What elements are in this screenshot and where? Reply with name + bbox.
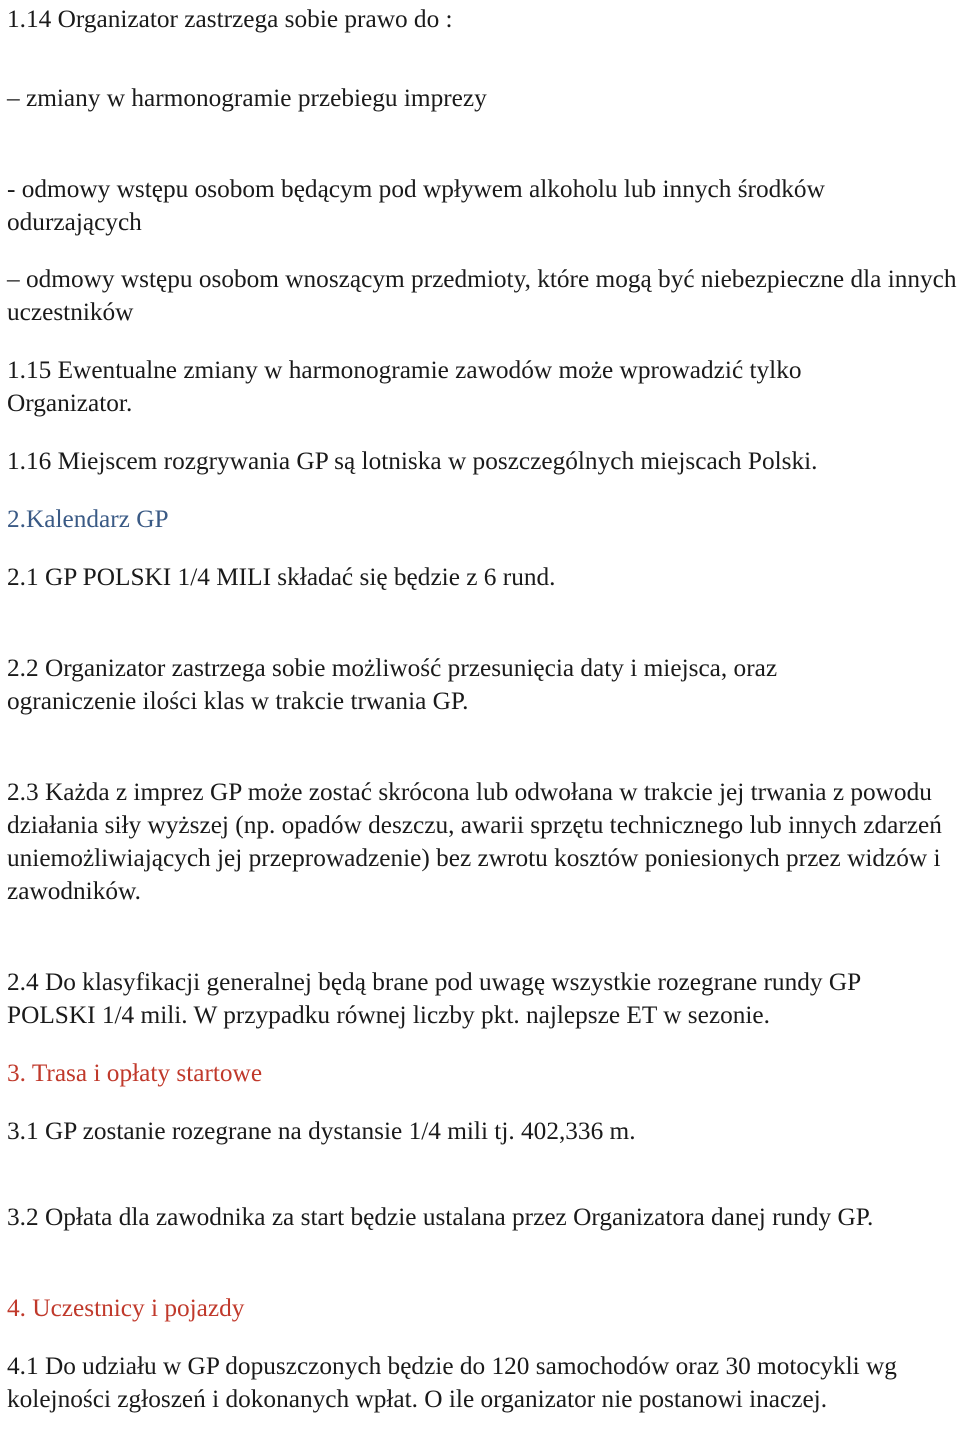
paragraph-1-14: 1.14 Organizator zastrzega sobie prawo do : [7,5,453,33]
paragraph-3-2: 3.2 Opłata dla zawodnika za start będzie ustalana przez Organizatora danej rundy GP. [7,1203,874,1231]
list-item-schedule-changes: – zmiany w harmonogramie przebiegu imprezy [7,84,487,112]
paragraph-2-3: 2.3 Każda z imprez GP może zostać skrócona lub odwołana w trakcie jej trwania z powodu działania siły wyższej (np. opadów deszczu, awarii sprzętu technicznego lub innych zdarzeń uniemożliwiających jej przeprowadzenie) bez zwrotu kosztów poniesionych przez widzów i zawodników. [7,778,942,905]
paragraph-3-1: 3.1 GP zostanie rozegrane na dystansie 1/4 mili tj. 402,336 m. [7,1117,636,1145]
paragraph-2-1: 2.1 GP POLSKI 1/4 MILI składać się będzie z 6 rund. [7,563,556,591]
list-item-refuse-intoxicated: - odmowy wstępu osobom będącym pod wpływem alkoholu lub innych środków odurzających [7,175,825,236]
paragraph-4-1: 4.1 Do udziału w GP dopuszczonych będzie do 120 samochodów oraz 30 motocykli wg kolejności zgłoszeń i dokonanych wpłat. O ile organizator nie postanowi inaczej. [7,1352,897,1413]
section-heading-track-fees: 3. Trasa i opłaty startowe [7,1059,263,1087]
paragraph-2-2: 2.2 Organizator zastrzega sobie możliwość przesunięcia daty i miejsca, oraz ograniczenie ilości klas w trakcie trwania GP. [7,654,778,715]
paragraph-2-4: 2.4 Do klasyfikacji generalnej będą brane pod uwagę wszystkie rozegrane rundy GP POLSKI 1/4 mili. W przypadku równej liczby pkt. najlepsze ET w sezonie. [7,968,861,1029]
section-heading-calendar: 2.Kalendarz GP [7,505,169,533]
paragraph-1-15: 1.15 Ewentualne zmiany w harmonogramie zawodów może wprowadzić tylko Organizator. [7,356,802,417]
section-heading-participants: 4. Uczestnicy i pojazdy [7,1294,245,1322]
paragraph-1-16: 1.16 Miejscem rozgrywania GP są lotniska w poszczególnych miejscach Polski. [7,447,818,475]
list-item-refuse-dangerous-items: – odmowy wstępu osobom wnoszącym przedmioty, które mogą być niebezpieczne dla innych uczestników [7,265,957,326]
